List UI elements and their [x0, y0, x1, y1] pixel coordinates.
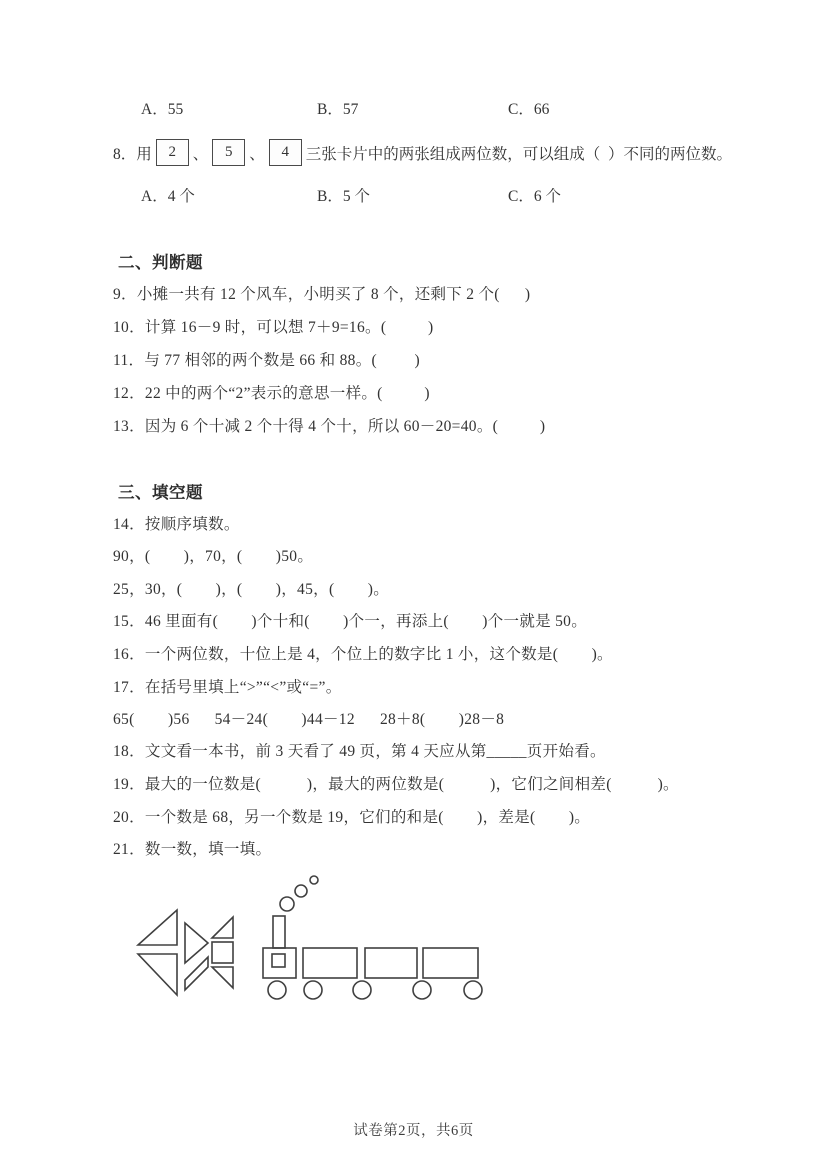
card-separator: 、 — [192, 145, 209, 163]
option-a: A．4 个 — [141, 188, 195, 205]
number-card-4: 4 — [269, 139, 302, 166]
train-car-2 — [365, 948, 417, 978]
fish-tail-top-triangle — [212, 917, 233, 938]
fish-tangram-figure — [138, 910, 233, 995]
train-engine-window — [272, 954, 285, 967]
judge-item-13: 13．因为 6 个十减 2 个十得 4 个十，所以 60－20=40。( ) — [113, 418, 546, 435]
fill-item-14-row1: 90，( )，70，( )50。 — [113, 548, 314, 565]
fish-tail-bottom-triangle — [212, 967, 233, 988]
option-b: B．5 个 — [317, 188, 370, 205]
fish-big-bottom-triangle — [138, 954, 177, 995]
judge-item-11: 11．与 77 相邻的两个数是 66 和 88。( ) — [113, 352, 420, 369]
train-chimney — [273, 916, 285, 948]
fill-item-18: 18．文文看一本书，前 3 天看了 49 页，第 4 天应从第_____页开始看。 — [113, 743, 606, 760]
number-card-2: 2 — [156, 139, 189, 166]
question7-options-row — [141, 97, 549, 119]
fill-item-19: 19．最大的一位数是( )，最大的两位数是( )，它们之间相差( )。 — [113, 776, 679, 793]
train-car-3 — [423, 948, 478, 978]
fill-item-17: 17．在括号里填上“>”“<”或“=”。 — [113, 679, 342, 696]
count-shapes-figure — [130, 866, 490, 1030]
fill-item-14: 14．按顺序填数。 — [113, 516, 240, 533]
train-wheel-3 — [353, 981, 371, 999]
number-card-5: 5 — [212, 139, 245, 166]
fish-parallelogram — [185, 957, 208, 990]
judge-item-9: 9．小摊一共有 12 个风车，小明买了 8 个，还剩下 2 个( ) — [113, 286, 531, 303]
question8-options-row — [141, 184, 561, 206]
train-wheel-4 — [413, 981, 431, 999]
train-wheel-5 — [464, 981, 482, 999]
section-judge-title: 二、判断题 — [118, 253, 203, 272]
question-8 — [113, 139, 732, 166]
smoke-circle-large — [280, 897, 294, 911]
card-separator: 、 — [249, 145, 265, 163]
train-car-1 — [303, 948, 357, 978]
smoke-circle-medium — [295, 885, 307, 897]
fill-item-14-row2: 25，30，( )，( )，45，( )。 — [113, 581, 390, 598]
page-footer: 试卷第2页，共6页 — [353, 1123, 474, 1139]
train-engine-body — [263, 948, 296, 978]
option-a: A．55 — [141, 101, 184, 118]
train-wheel-1 — [268, 981, 286, 999]
fill-item-20: 20．一个数是 68，另一个数是 19，它们的和是( )，差是( )。 — [113, 809, 591, 826]
fill-item-21: 21．数一数，填一填。 — [113, 841, 272, 858]
train-figure — [263, 876, 482, 999]
fish-big-top-triangle — [138, 910, 177, 945]
smoke-circle-small — [310, 876, 318, 884]
fill-item-16: 16．一个两位数，十位上是 4，个位上的数字比 1 小，这个数是( )。 — [113, 646, 613, 663]
question-8-prefix: 8．用 — [113, 145, 152, 163]
fish-square — [212, 942, 233, 963]
fish-middle-triangle — [185, 923, 208, 963]
section-fill-title: 三、填空题 — [118, 483, 203, 502]
question-8-suffix: 三张卡片中的两张组成两位数，可以组成（ ）不同的两位数。 — [305, 145, 733, 163]
judge-item-10: 10．计算 16－9 时，可以想 7＋9=16。( ) — [113, 319, 434, 336]
option-c: C．6 个 — [508, 188, 561, 205]
option-b: B．57 — [317, 101, 359, 118]
fill-item-17-row: 65( )56 54－24( )44－12 28＋8( )28－8 — [113, 711, 505, 728]
count-shapes-svg — [130, 866, 490, 1030]
fill-item-15: 15．46 里面有( )个十和( )个一，再添上( )个一就是 50。 — [113, 613, 588, 630]
train-wheel-2 — [304, 981, 322, 999]
judge-item-12: 12．22 中的两个“2”表示的意思一样。( ) — [113, 385, 430, 402]
option-c: C．66 — [508, 101, 550, 118]
